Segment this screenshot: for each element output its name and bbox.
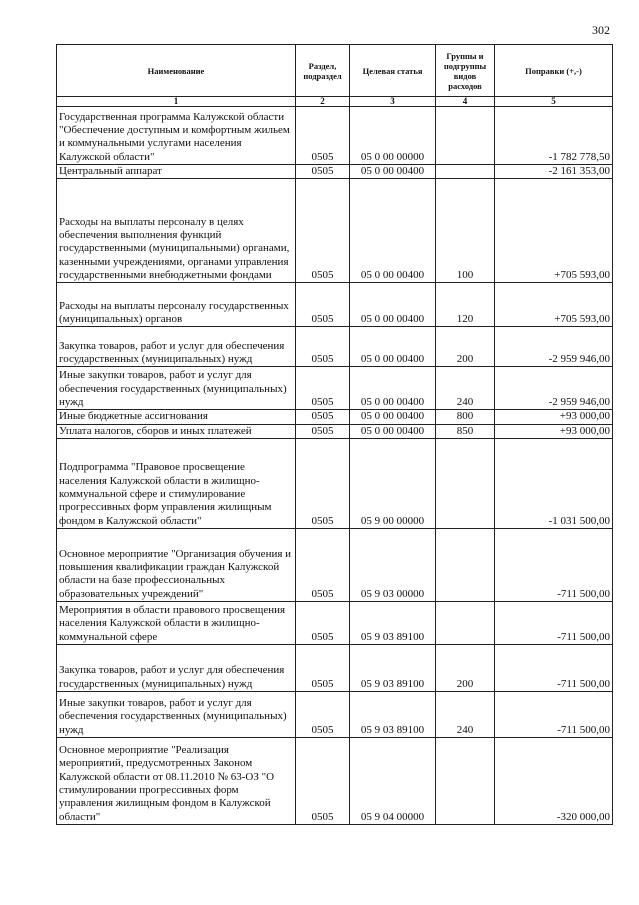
table-row bbox=[57, 179, 613, 283]
cell-section: 0505 bbox=[296, 283, 350, 327]
cell-section: 0505 bbox=[296, 644, 350, 691]
cell-amount: -711 500,00 bbox=[495, 601, 613, 644]
cell-name: Иные бюджетные ассигнования bbox=[57, 410, 296, 424]
column-number: 3 bbox=[350, 97, 436, 107]
cell-section: 0505 bbox=[296, 528, 350, 601]
cell-amount: -2 161 353,00 bbox=[495, 165, 613, 179]
cell-amount: -711 500,00 bbox=[495, 644, 613, 691]
cell-name: Закупка товаров, работ и услуг для обеспечения государственных (муниципальных) нужд bbox=[57, 327, 296, 367]
cell-name: Основное мероприятие "Реализация мероприятий, предусмотренных Законом Калужской области от 08.11.2010 № 63-ОЗ "О стимулировании прогрессивных форм управления жилищным фондом в Калужской области" bbox=[57, 737, 296, 824]
cell-article: 05 0 00 00400 bbox=[350, 327, 436, 367]
cell-group: 100 bbox=[436, 179, 495, 283]
table-row bbox=[57, 737, 613, 824]
cell-section: 0505 bbox=[296, 367, 350, 410]
cell-group bbox=[436, 438, 495, 528]
cell-article: 05 0 00 00400 bbox=[350, 283, 436, 327]
budget-amendments-table bbox=[56, 44, 613, 825]
cell-group bbox=[436, 601, 495, 644]
cell-section: 0505 bbox=[296, 438, 350, 528]
table-row bbox=[57, 438, 613, 528]
cell-group: 850 bbox=[436, 424, 495, 438]
cell-name: Уплата налогов, сборов и иных платежей bbox=[57, 424, 296, 438]
cell-group: 240 bbox=[436, 691, 495, 737]
cell-name: Закупка товаров, работ и услуг для обеспечения государственных (муниципальных) нужд bbox=[57, 644, 296, 691]
cell-amount: -2 959 946,00 bbox=[495, 367, 613, 410]
table-row bbox=[57, 644, 613, 691]
cell-group: 800 bbox=[436, 410, 495, 424]
cell-amount: -711 500,00 bbox=[495, 691, 613, 737]
table-row bbox=[57, 107, 613, 165]
cell-amount: +93 000,00 bbox=[495, 410, 613, 424]
cell-group: 200 bbox=[436, 327, 495, 367]
cell-article: 05 9 03 89100 bbox=[350, 601, 436, 644]
cell-amount: +705 593,00 bbox=[495, 179, 613, 283]
table-row bbox=[57, 424, 613, 438]
cell-name: Государственная программа Калужской области "Обеспечение доступным и комфортным жильем и коммунальными услугами населения Калужской области" bbox=[57, 107, 296, 165]
cell-section: 0505 bbox=[296, 691, 350, 737]
cell-name: Расходы на выплаты персоналу в целях обеспечения выполнения функций государственными (муниципальными) органами, казенными учреждениями, органами управления государственными внебюджетными фондами bbox=[57, 179, 296, 283]
cell-name: Иные закупки товаров, работ и услуг для обеспечения государственных (муниципальных) нужд bbox=[57, 367, 296, 410]
cell-article: 05 0 00 00400 bbox=[350, 179, 436, 283]
cell-article: 05 9 04 00000 bbox=[350, 737, 436, 824]
table-row bbox=[57, 601, 613, 644]
column-number: 5 bbox=[495, 97, 613, 107]
cell-group: 200 bbox=[436, 644, 495, 691]
cell-amount: -2 959 946,00 bbox=[495, 327, 613, 367]
column-number: 1 bbox=[57, 97, 296, 107]
page-number: 302 bbox=[592, 23, 610, 37]
cell-section: 0505 bbox=[296, 601, 350, 644]
cell-section: 0505 bbox=[296, 179, 350, 283]
column-number: 4 bbox=[436, 97, 495, 107]
table-row bbox=[57, 283, 613, 327]
cell-group bbox=[436, 107, 495, 165]
header-group: Группы и подгруппы видов расходов bbox=[436, 45, 495, 97]
table-row bbox=[57, 327, 613, 367]
table-row bbox=[57, 410, 613, 424]
cell-group: 240 bbox=[436, 367, 495, 410]
cell-group bbox=[436, 528, 495, 601]
cell-article: 05 0 00 00400 bbox=[350, 410, 436, 424]
cell-article: 05 0 00 00400 bbox=[350, 367, 436, 410]
cell-amount: -1 782 778,50 bbox=[495, 107, 613, 165]
cell-section: 0505 bbox=[296, 737, 350, 824]
header-name: Наименование bbox=[57, 45, 296, 97]
cell-name: Подпрограмма "Правовое просвещение населения Калужской области в жилищно-коммунальной сфере и стимулирование прогрессивных форм управления жилищным фондом в Калужской области" bbox=[57, 438, 296, 528]
cell-article: 05 0 00 00400 bbox=[350, 165, 436, 179]
cell-name: Иные закупки товаров, работ и услуг для обеспечения государственных (муниципальных) нужд bbox=[57, 691, 296, 737]
cell-article: 05 0 00 00400 bbox=[350, 424, 436, 438]
cell-section: 0505 bbox=[296, 410, 350, 424]
cell-article: 05 9 00 00000 bbox=[350, 438, 436, 528]
table-row bbox=[57, 691, 613, 737]
cell-group bbox=[436, 737, 495, 824]
table-row bbox=[57, 367, 613, 410]
cell-group bbox=[436, 165, 495, 179]
cell-name: Мероприятия в области правового просвещения населения Калужской области в жилищно-коммунальной сфере bbox=[57, 601, 296, 644]
cell-section: 0505 bbox=[296, 107, 350, 165]
header-amount: Поправки (+,-) bbox=[495, 45, 613, 97]
column-number: 2 bbox=[296, 97, 350, 107]
cell-name: Основное мероприятие "Организация обучения и повышения квалификации граждан Калужской области на базе профессиональных образовательных учреждений" bbox=[57, 528, 296, 601]
cell-amount: +705 593,00 bbox=[495, 283, 613, 327]
column-number-row bbox=[57, 97, 613, 107]
cell-section: 0505 bbox=[296, 165, 350, 179]
cell-article: 05 0 00 00000 bbox=[350, 107, 436, 165]
cell-section: 0505 bbox=[296, 424, 350, 438]
table-row bbox=[57, 528, 613, 601]
cell-article: 05 9 03 89100 bbox=[350, 691, 436, 737]
cell-article: 05 9 03 00000 bbox=[350, 528, 436, 601]
cell-amount: +93 000,00 bbox=[495, 424, 613, 438]
header-section: Раздел, подраздел bbox=[296, 45, 350, 97]
header-article: Целевая статья bbox=[350, 45, 436, 97]
cell-amount: -1 031 500,00 bbox=[495, 438, 613, 528]
cell-group: 120 bbox=[436, 283, 495, 327]
table-row bbox=[57, 165, 613, 179]
cell-name: Центральный аппарат bbox=[57, 165, 296, 179]
cell-amount: -320 000,00 bbox=[495, 737, 613, 824]
cell-name: Расходы на выплаты персоналу государственных (муниципальных) органов bbox=[57, 283, 296, 327]
cell-article: 05 9 03 89100 bbox=[350, 644, 436, 691]
header-row bbox=[57, 45, 613, 97]
cell-section: 0505 bbox=[296, 327, 350, 367]
cell-amount: -711 500,00 bbox=[495, 528, 613, 601]
